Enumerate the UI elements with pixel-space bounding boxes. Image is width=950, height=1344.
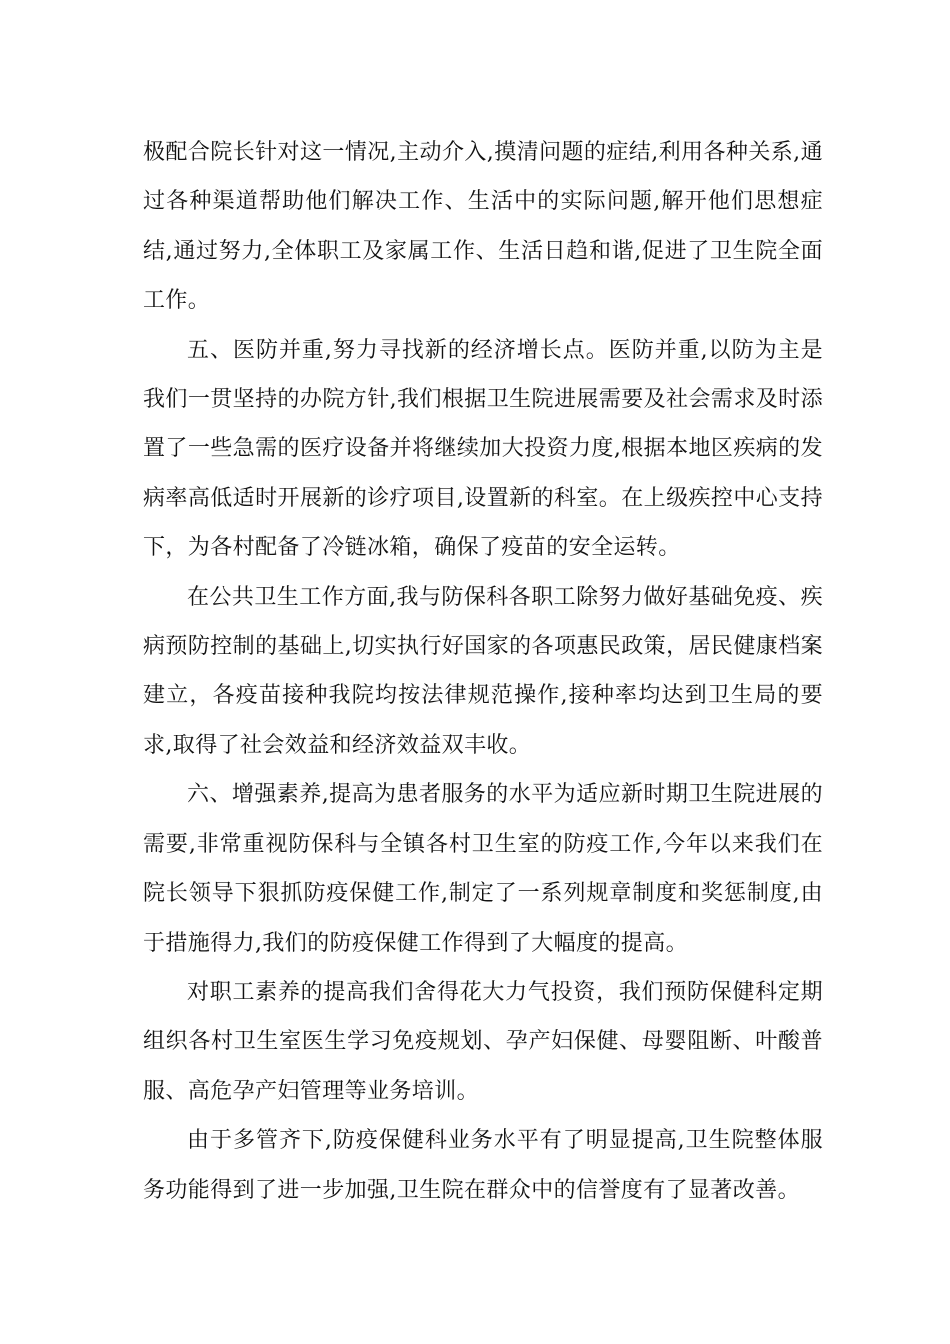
paragraph-4: 六、增强素养,提高为患者服务的水平为适应新时期卫生院进展的需要,非常重视防保科与全镇各村卫生室的防疫工作,今年以来我们在院长领导下狠抓防疫保健工作,制定了一系列规章制度和奖惩制度,由于措施得力,我们的防疫保健工作得到了大幅度的提高。 (143, 782, 823, 956)
paragraph-1: 极配合院长针对这一情况,主动介入,摸清问题的症结,利用各种关系,通过各种渠道帮助他们解决工作、生活中的实际问题,解开他们思想症结,通过努力,全体职工及家属工作、生活日趋和谐,促进了卫生院全面工作。 (143, 140, 823, 314)
paragraph-3: 在公共卫生工作方面,我与防保科各职工除努力做好基础免疫、疾病预防控制的基础上,切实执行好国家的各项惠民政策，居民健康档案建立，各疫苗接种我院均按法律规范操作,接种率均达到卫生局的要求,取得了社会效益和经济效益双丰收。 (143, 584, 823, 758)
document-body (143, 128, 823, 1215)
paragraph-6: 由于多管齐下,防疫保健科业务水平有了明显提高,卫生院整体服务功能得到了进一步加强,卫生院在群众中的信誉度有了显著改善。 (143, 1128, 823, 1203)
paragraph-2: 五、医防并重,努力寻找新的经济增长点。医防并重,以防为主是我们一贯坚持的办院方针,我们根据卫生院进展需要及社会需求及时添置了一些急需的医疗设备并将继续加大投资力度,根据本地区疾病的发病率高低适时开展新的诊疗项目,设置新的科室。在上级疾控中心支持下，为各村配备了冷链冰箱，确保了疫苗的安全运转。 (143, 337, 823, 561)
paragraph-5: 对职工素养的提高我们舍得花大力气投资，我们预防保健科定期组织各村卫生室医生学习免疫规划、孕产妇保健、母婴阻断、叶酸普服、高危孕产妇管理等业务培训。 (143, 979, 823, 1104)
